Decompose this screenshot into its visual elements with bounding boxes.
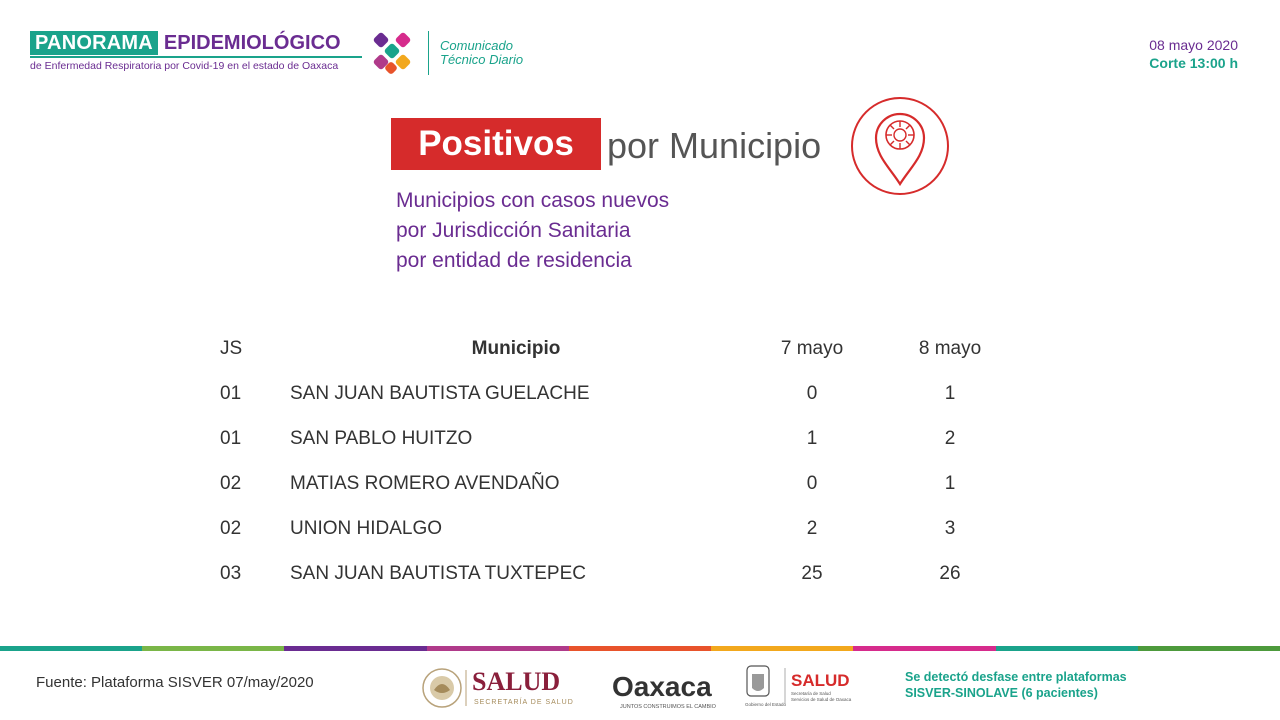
header-js: JS bbox=[220, 338, 243, 359]
stripe-segment bbox=[711, 646, 853, 651]
cell-js: 01 bbox=[220, 383, 242, 404]
cell-municipio: MATIAS ROMERO AVENDAÑO bbox=[290, 473, 560, 494]
salud2-logo-text: SALUD bbox=[791, 671, 850, 690]
cell-8-mayo: 3 bbox=[944, 518, 956, 539]
subtitle-line-3: por entidad de residencia bbox=[396, 249, 632, 272]
date-text: 08 mayo 2020 bbox=[1149, 37, 1238, 53]
cell-8-mayo: 1 bbox=[944, 473, 956, 494]
stripe-segment bbox=[427, 646, 569, 651]
salud2-sub1: Secretaría de Salud bbox=[791, 691, 831, 696]
stripe-segment bbox=[142, 646, 284, 651]
report-date bbox=[1149, 36, 1238, 72]
cell-7-mayo: 1 bbox=[806, 428, 818, 449]
four-diamond-logo-icon bbox=[369, 31, 415, 77]
coat-of-arms-icon bbox=[423, 669, 461, 707]
note-line-1: Se detectó desfase entre plataformas bbox=[905, 670, 1127, 684]
virus-location-pin-icon bbox=[850, 96, 950, 196]
cell-8-mayo: 26 bbox=[939, 563, 961, 584]
cell-7-mayo: 0 bbox=[806, 473, 818, 494]
salud-oaxaca-logo bbox=[745, 664, 865, 710]
salud-secretaria-logo bbox=[420, 664, 590, 710]
cell-js: 01 bbox=[220, 428, 242, 449]
subtitle-line-1: Municipios con casos nuevos bbox=[396, 189, 670, 212]
corte-text: Corte 13:00 h bbox=[1149, 55, 1238, 71]
cell-municipio: SAN PABLO HUITZO bbox=[290, 428, 473, 449]
cell-js: 03 bbox=[220, 563, 242, 584]
table-header bbox=[220, 336, 1020, 381]
brand-underline bbox=[30, 56, 362, 58]
comunicado-label bbox=[440, 39, 523, 67]
cell-7-mayo: 0 bbox=[806, 383, 818, 404]
cell-municipio: UNION HIDALGO bbox=[290, 518, 443, 539]
footer-color-stripe bbox=[0, 646, 1280, 651]
brand-panorama: PANORAMA bbox=[30, 31, 158, 55]
oaxaca-logo bbox=[612, 664, 732, 710]
table-row bbox=[220, 516, 1020, 561]
cell-municipio: SAN JUAN BAUTISTA TUXTEPEC bbox=[290, 563, 586, 584]
table-row bbox=[220, 381, 1020, 426]
salud2-sub2: Servicios de Salud de Oaxaca bbox=[791, 697, 852, 702]
subtitle-line-2: por Jurisdicción Sanitaria bbox=[396, 219, 631, 242]
stripe-segment bbox=[853, 646, 995, 651]
header-brand bbox=[30, 31, 524, 72]
stripe-segment bbox=[996, 646, 1138, 651]
stripe-segment bbox=[284, 646, 426, 651]
cases-table bbox=[220, 336, 1020, 606]
subtitle bbox=[396, 186, 669, 276]
brand-epidemiologico: EPIDEMIOLÓGICO bbox=[163, 32, 341, 54]
header-divider bbox=[428, 31, 429, 75]
cell-8-mayo: 2 bbox=[944, 428, 956, 449]
stripe-segment bbox=[1138, 646, 1280, 651]
source-text: Fuente: Plataforma SISVER 07/may/2020 bbox=[36, 674, 314, 691]
salud-logo-text: SALUD bbox=[472, 667, 561, 696]
table-row bbox=[220, 561, 1020, 606]
cell-municipio: SAN JUAN BAUTISTA GUELACHE bbox=[290, 383, 590, 404]
cell-8-mayo: 1 bbox=[944, 383, 956, 404]
stripe-segment bbox=[569, 646, 711, 651]
title-rest: por Municipio bbox=[607, 125, 822, 166]
table-row bbox=[220, 426, 1020, 471]
cell-7-mayo: 2 bbox=[806, 518, 818, 539]
header-8-mayo: 8 mayo bbox=[918, 338, 982, 359]
header-municipio: Municipio bbox=[471, 338, 561, 359]
oaxaca-tagline: JUNTOS CONSTRUIMOS EL CAMBIO bbox=[620, 704, 716, 710]
cell-js: 02 bbox=[220, 473, 242, 494]
desfase-note bbox=[905, 669, 1127, 701]
brand-title bbox=[30, 31, 341, 55]
note-line-2: SISVER-SINOLAVE (6 pacientes) bbox=[905, 686, 1098, 700]
cell-js: 02 bbox=[220, 518, 242, 539]
oaxaca-logo-text: Oaxaca bbox=[612, 671, 712, 702]
salud-secretaria-text: SECRETARÍA DE SALUD bbox=[474, 699, 574, 706]
stripe-segment bbox=[0, 646, 142, 651]
header-7-mayo: 7 mayo bbox=[780, 338, 844, 359]
comunicado-line2: Técnico Diario bbox=[440, 52, 524, 67]
brand-subtitle: de Enfermedad Respiratoria por Covid-19 en el estado de Oaxaca bbox=[30, 60, 339, 72]
cell-7-mayo: 25 bbox=[801, 563, 823, 584]
comunicado-line1: Comunicado bbox=[440, 38, 513, 53]
title-highlight: Positivos bbox=[391, 118, 601, 170]
gobierno-text: Gobierno del Estado bbox=[745, 702, 787, 707]
table-row bbox=[220, 471, 1020, 516]
